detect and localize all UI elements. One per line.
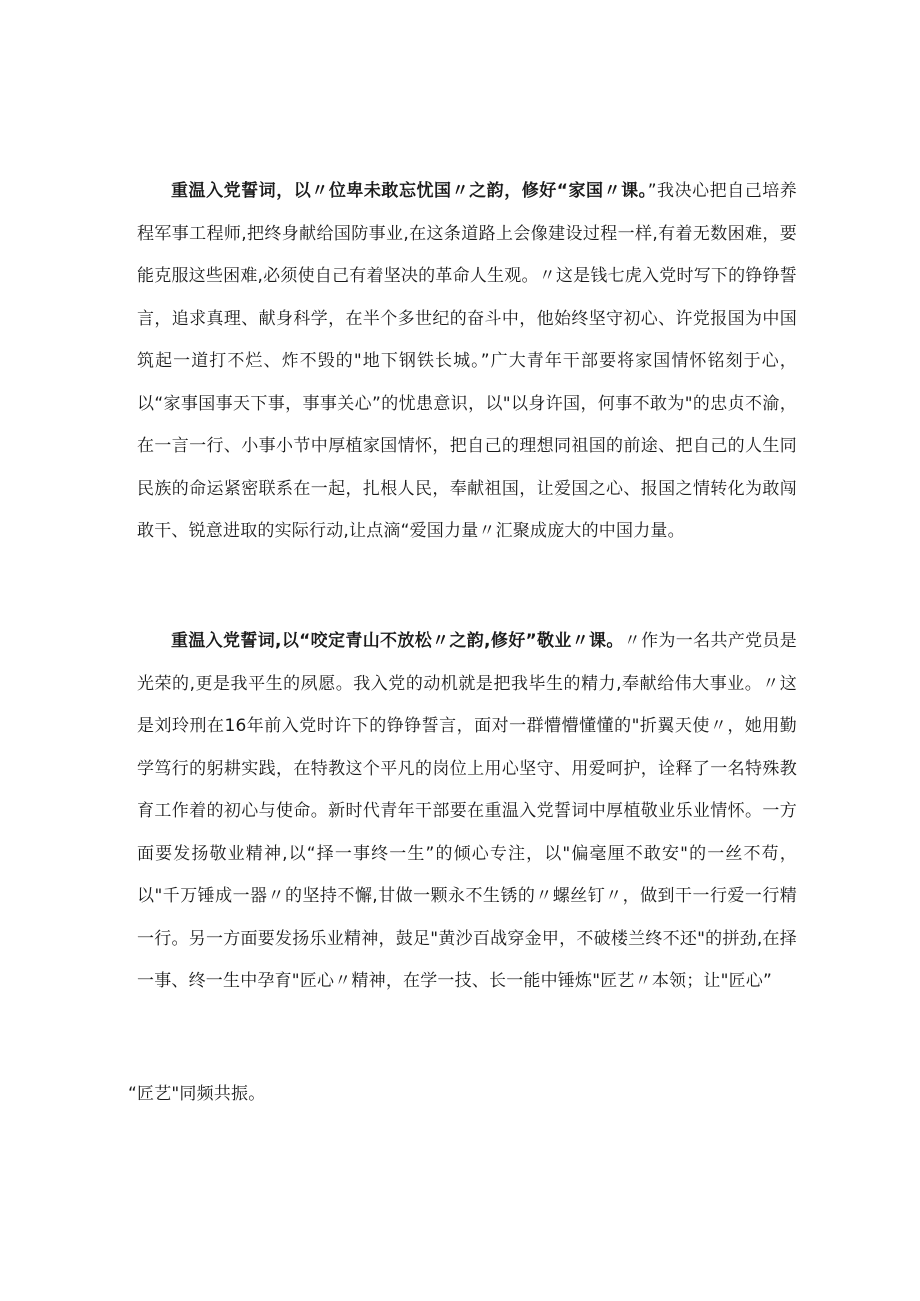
paragraph-lead: 重温入党誓词，以〃位卑未敢忘忧国〃之韵，修好“家国〃课。 bbox=[171, 181, 648, 201]
paragraph-body: ”我决心把自己培养程军事工程师,把终身献给国防事业,在这条道路上会像建设过程一样,有着无数困难，要能克服这些困难,必须使自己有着坚决的革命人生观。〃这是钱七虎入党时写下的铮铮誓言，追求真理、献身科学，在半个多世纪的奋斗中，他始终坚守初心、许党报国为中国筑起一道打不烂、炸不毁的"地下钢铁长城。”广大青年干部要将家国情怀铭刻于心，以“家事国事天下事，事事关心”的忧患意识，以"以身许国，何事不敢为"的忠贞不渝，在一言一行、小事小节中厚植家国情怀，把自己的理想同祖国的前途、把自己的人生同民族的命运紧密联系在一起，扎根人民，奉献祖国，让爱国之心、报国之情转化为敢闯敢干、锐意进取的实际行动,让点滴“爱国力量〃汇聚成庞大的中国力量。 bbox=[137, 181, 798, 541]
paragraph-lead: 重温入党誓词,以“咬定青山不放松〃之韵,修好”敬业〃课。 bbox=[171, 631, 624, 651]
paragraph-family-country bbox=[137, 170, 797, 553]
paragraph-body: 〃作为一名共产党员是光荣的,更是我平生的夙愿。我入党的动机就是把我毕生的精力,奉献给伟大事业。〃这是刘玲刑在16年前入党时许下的铮铮誓言，面对一群懵懵懂懂的"折翼天使〃，她用勤学笃行的躬耕实践，在特教这个平凡的岗位上用心坚守、用爱呵护，诠释了一名特殊教育工作着的初心与使命。新时代青年干部要在重温入党誓词中厚植敬业乐业情怀。一方面要发扬敬业精神,以“择一事终一生”的倾心专注，以"偏毫厘不敢安"的一丝不苟，以"千万锤成一器〃的坚持不懈,甘做一颗永不生锈的〃螺丝钉〃，做到干一行爱一行精一行。另一方面要发扬乐业精神，鼓足"黄沙百战穿金甲，不破楼兰终不还"的拼劲,在择一事、终一生中孕育"匠心〃精神，在学一技、长一能中锤炼"匠艺〃本领；让"匠心” bbox=[137, 631, 797, 991]
paragraph-tail-line: “匠艺"同频共振。 bbox=[128, 1084, 266, 1104]
paragraph-dedication bbox=[137, 620, 797, 1003]
